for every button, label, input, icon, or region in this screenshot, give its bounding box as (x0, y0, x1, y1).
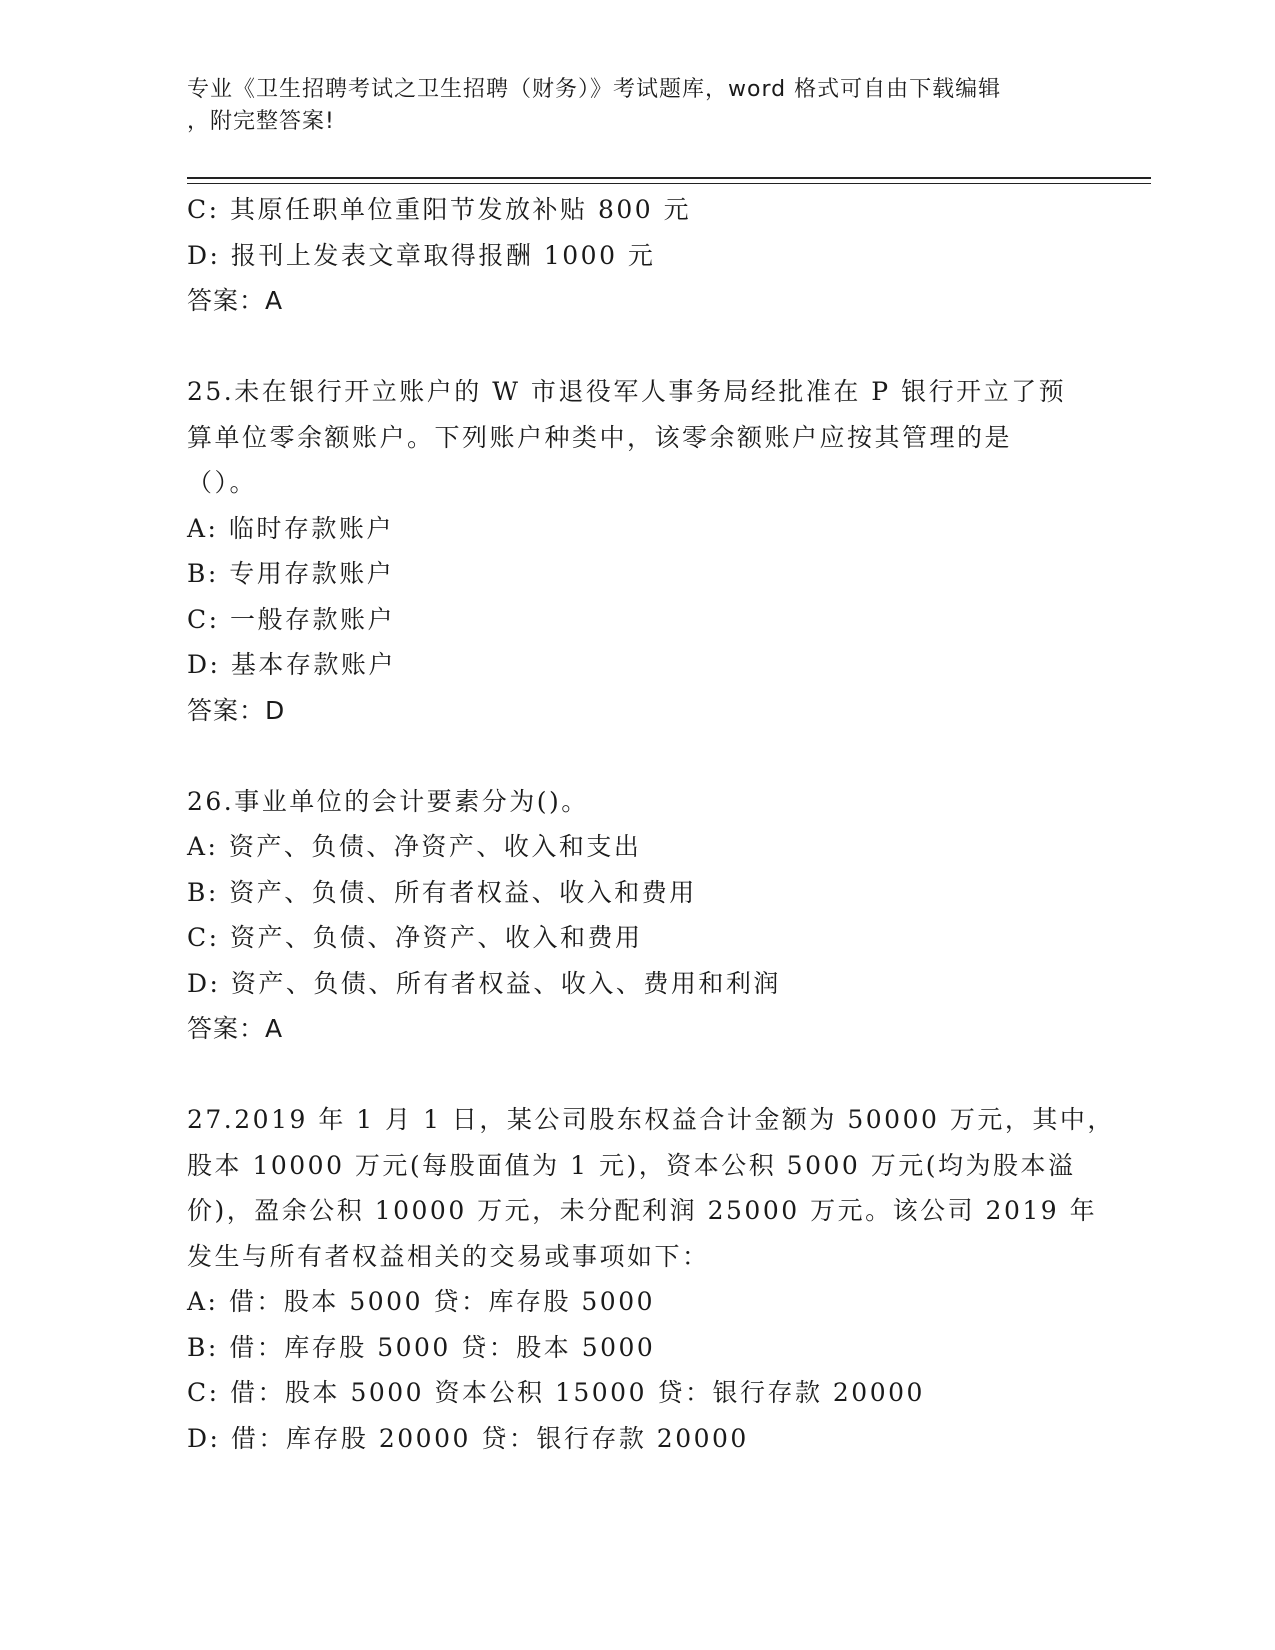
answer-label: 答案：A (187, 1014, 284, 1043)
question-stem-line: 算单位零余额账户。下列账户种类中，该零余额账户应按其管理的是 (187, 422, 1013, 452)
option-d: D: 资产、负债、所有者权益、收入、费用和利润 (187, 968, 781, 998)
option-b: B: 借：库存股 5000 贷：股本 5000 (187, 1332, 656, 1362)
option-d: D: 借：库存股 20000 贷：银行存款 20000 (187, 1423, 749, 1453)
option-c: C: 一般存款账户 (187, 604, 395, 634)
option-c: C: 资产、负债、净资产、收入和费用 (187, 923, 643, 952)
option-c: C: 其原任职单位重阳节发放补贴 800 元 (187, 195, 692, 224)
question-stem-line: 26.事业单位的会计要素分为()。 (187, 786, 589, 816)
header-divider-thick (187, 177, 1151, 179)
question-stem-line: 发生与所有者权益相关的交易或事项如下： (187, 1241, 710, 1271)
option-c: C: 借：股本 5000 资本公积 15000 贷：银行存款 20000 (187, 1378, 925, 1407)
document-header (187, 74, 1077, 138)
header-divider-thin (187, 183, 1151, 184)
question-stem-line: 股本 10000 万元(每股面值为 1 元)，资本公积 5000 万元(均为股本溢 (187, 1150, 1076, 1180)
option-b: B: 资产、负债、所有者权益、收入和费用 (187, 877, 697, 907)
option-d: D: 报刊上发表文章取得报酬 1000 元 (187, 240, 656, 270)
question-stem-line: 价)，盈余公积 10000 万元，未分配利润 25000 万元。该公司 2019 年 (187, 1196, 1098, 1225)
question-list (187, 187, 1115, 1461)
question-stem-line: 25.未在银行开立账户的 W 市退役军人事务局经批准在 P 银行开立了预 (187, 377, 1067, 406)
question-stem-line: （）。 (187, 468, 258, 497)
option-a: A: 资产、负债、净资产、收入和支出 (187, 832, 642, 861)
header-line-1: 专业《卫生招聘考试之卫生招聘（财务）》考试题库，word 格式可自由下载编辑 (187, 77, 1002, 102)
question-stem-line: 27.2019 年 1 月 1 日，某公司股东权益合计金额为 50000 万元，其中， (187, 1105, 1115, 1134)
header-line-2: ，附完整答案! (187, 109, 335, 134)
question-25 (187, 369, 1087, 733)
answer-label: 答案：D (187, 695, 286, 725)
spacer (187, 733, 1087, 779)
answer-label: 答案：A (187, 286, 284, 315)
option-a: A: 临时存款账户 (187, 513, 394, 543)
option-a: A: 借：股本 5000 贷：库存股 5000 (187, 1287, 656, 1316)
spacer (187, 324, 1087, 370)
question-24-tail (187, 187, 1087, 324)
option-b: B: 专用存款账户 (187, 559, 395, 588)
question-27 (187, 1097, 1115, 1461)
option-d: D: 基本存款账户 (187, 650, 396, 679)
question-26 (187, 779, 1087, 1052)
spacer (187, 1052, 1087, 1098)
